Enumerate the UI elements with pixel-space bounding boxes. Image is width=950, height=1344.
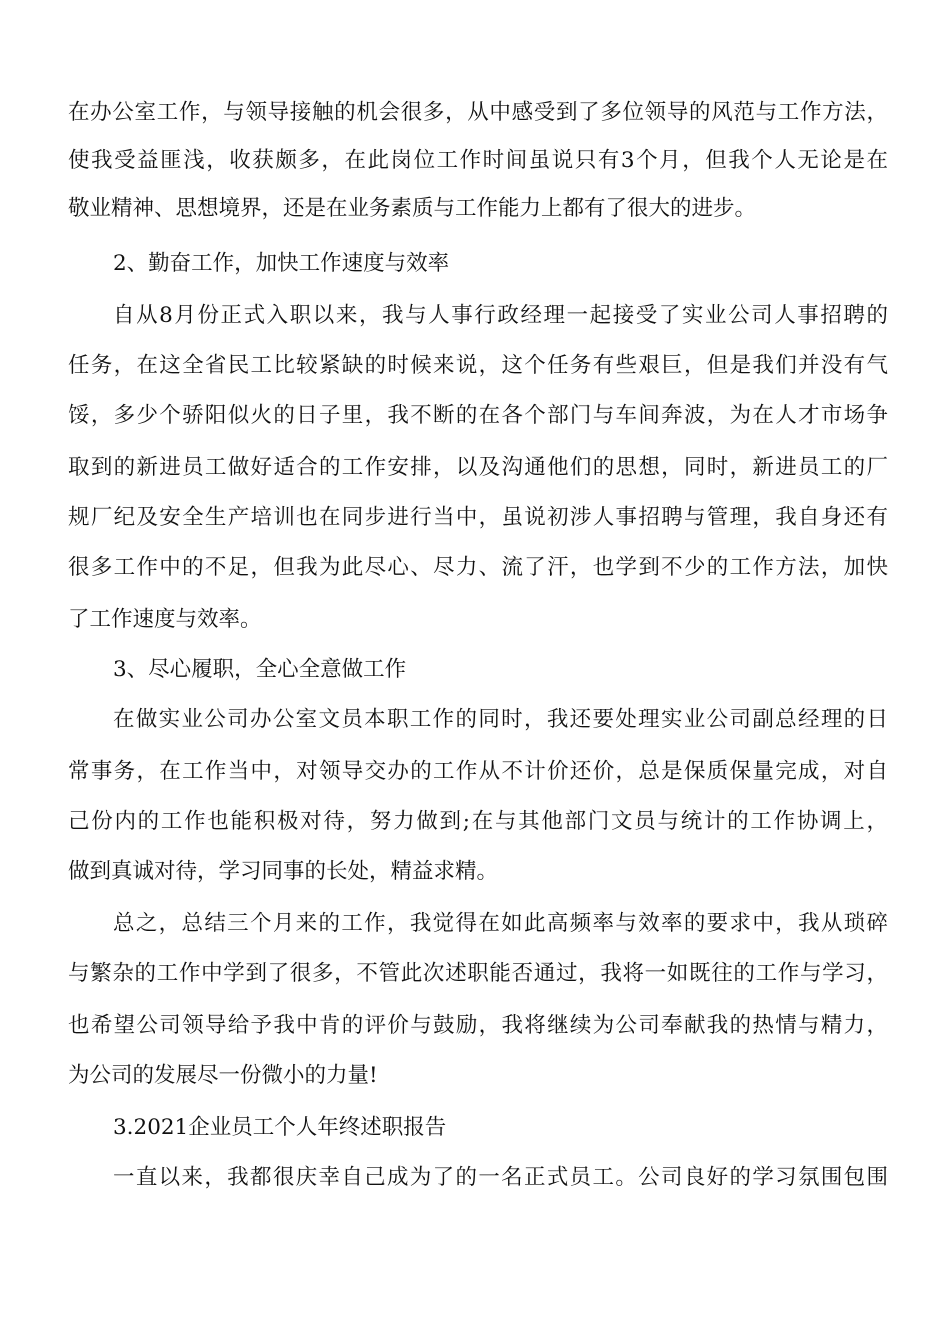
paragraph-line: 很多工作中的不足，但我为此尽心、尽力、流了汗，也学到不少的工作方法，加快 (68, 555, 888, 580)
paragraph-line: 任务，在这全省民工比较紧缺的时候来说，这个任务有些艰巨，但是我们并没有气 (68, 353, 888, 378)
section-heading: 3、尽心履职，全心全意做工作 (113, 657, 407, 682)
paragraph-line: 为公司的发展尽一份微小的力量! (68, 1063, 378, 1088)
paragraph-line: 了工作速度与效率。 (68, 607, 262, 632)
paragraph-line: 在办公室工作，与领导接触的机会很多，从中感受到了多位领导的风范与工作方法， (68, 100, 888, 125)
paragraph-line: 也希望公司领导给予我中肯的评价与鼓励，我将继续为公司奉献我的热情与精力， (68, 1013, 888, 1038)
section-heading: 3.2021企业员工个人年终述职报告 (113, 1115, 447, 1140)
paragraph-line: 做到真诚对待，学习同事的长处，精益求精。 (68, 859, 499, 884)
paragraph-line: 敬业精神、思想境界，还是在业务素质与工作能力上都有了很大的进步。 (68, 196, 757, 221)
paragraph-line: 常事务，在工作当中，对领导交办的工作从不计价还价，总是保质保量完成，对自 (68, 759, 888, 784)
paragraph-line: 自从8月份正式入职以来，我与人事行政经理一起接受了实业公司人事招聘的 (113, 303, 888, 328)
paragraph-line: 使我受益匪浅，收获颇多，在此岗位工作时间虽说只有3个月，但我个人无论是在 (68, 148, 888, 173)
paragraph-line: 总之，总结三个月来的工作，我觉得在如此高频率与效率的要求中，我从琐碎 (113, 911, 888, 936)
paragraph-line: 规厂纪及安全生产培训也在同步进行当中，虽说初涉人事招聘与管理，我自身还有 (68, 505, 888, 530)
paragraph-line: 取到的新进员工做好适合的工作安排，以及沟通他们的思想，同时，新进员工的厂 (68, 455, 888, 480)
section-heading: 2、勤奋工作，加快工作速度与效率 (113, 251, 450, 276)
paragraph-line: 与繁杂的工作中学到了很多，不管此次述职能否通过，我将一如既往的工作与学习， (68, 961, 888, 986)
paragraph-line: 馁，多少个骄阳似火的日子里，我不断的在各个部门与车间奔波，为在人才市场争 (68, 403, 888, 428)
paragraph-line: 在做实业公司办公室文员本职工作的同时，我还要处理实业公司副总经理的日 (113, 707, 888, 732)
paragraph-line: 己份内的工作也能积极对待，努力做到;在与其他部门文员与统计的工作协调上， (68, 809, 888, 834)
paragraph-line: 一直以来，我都很庆幸自己成为了的一名正式员工。公司良好的学习氛围包围 (113, 1165, 888, 1190)
